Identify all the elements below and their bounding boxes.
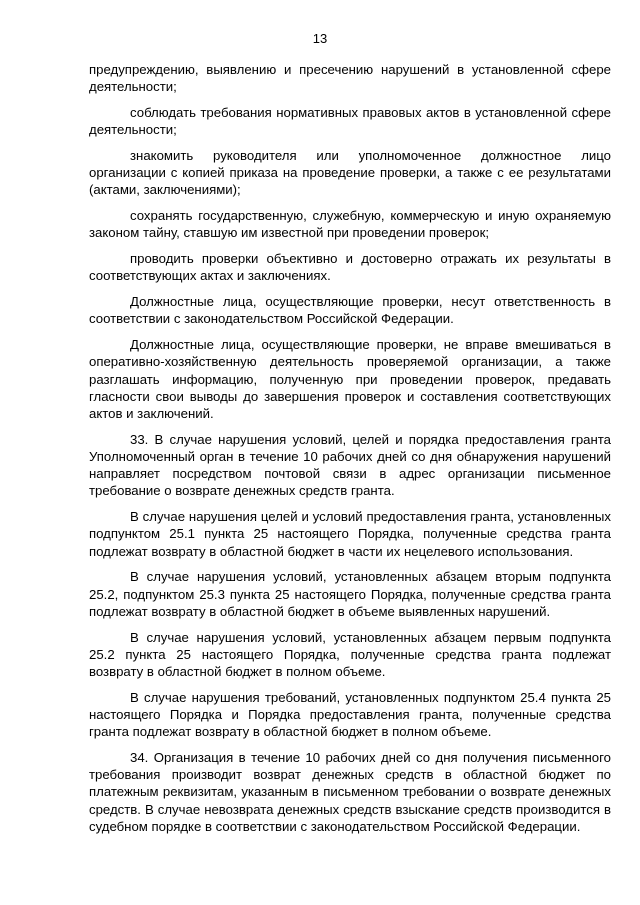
paragraph-full-return-252: В случае нарушения условий, установленных абзацем первым подпункта 25.2 пункта 25 настоящего Порядка, полученные средства гранта подлежат возврату в областной бюджет в полном объеме. [89,629,611,680]
paragraph-inform-head: знакомить руководителя или уполномоченное должностное лицо организации с копией приказа на проведение проверки, а также с ее результатами (актами, заключениями); [89,148,611,198]
paragraph-comply-regulations: соблюдать требования нормативных правовых актов в установленной сфере деятельности; [89,105,611,138]
paragraph-full-return-254: В случае нарушения требований, установленных подпунктом 25.4 пункта 25 настоящего Порядка и Порядка предоставления гранта, полученные средства гранта подлежат возврату в областной бюджет в полном объеме. [89,689,611,740]
document-body [89,61,611,844]
paragraph-officials-restrictions: Должностные лица, осуществляющие проверки, не вправе вмешиваться в оперативно-хозяйственную деятельность проверяемой организации, а также разглашать информацию, полученную при проведении проверок, предавать гласности свои выводы до завершения проверок и составления соответствующих актов и заключений. [89,337,611,422]
paragraph-keep-secrets: сохранять государственную, служебную, коммерческую и иную охраняемую законом тайну, ставшую им известной при проведении проверок; [89,208,611,241]
paragraph-violations-return: В случае нарушения условий, установленных абзацем вторым подпункта 25.2, подпунктом 25.3 пункта 25 настоящего Порядка, полученные средства гранта подлежат возврату в областной бюджет в объеме выявленных нарушений. [89,569,611,619]
paragraph-officials-responsibility: Должностные лица, осуществляющие проверки, несут ответственность в соответствии с законодательством Российской Федерации. [89,294,611,327]
paragraph-item-34: 34. Организация в течение 10 рабочих дней со дня получения письменного требования производит возврат денежных средств в областной бюджет по платежным реквизитам, указанным в письменном требовании о возврате денежных средств. В случае невозврата денежных средств взыскание средств производится в судебном порядке в соответствии с законодательством Российской Федерации. [89,750,611,834]
page-number: 13 [312,31,328,46]
paragraph-continuation: предупреждению, выявлению и пресечению нарушений в установленной сфере деятельности; [89,62,611,95]
paragraph-misuse-return: В случае нарушения целей и условий предоставления гранта, установленных подпунктом 25.1 пункта 25 настоящего Порядка, полученные средства гранта подлежат возврату в областной бюджет в части их нецелевого использования. [89,509,611,559]
paragraph-item-33: 33. В случае нарушения условий, целей и порядка предоставления гранта Уполномоченный орган в течение 10 рабочих дней со дня обнаружения нарушений направляет посредством почтовой связи в адрес организации письменное требование о возврате денежных средств гранта. [89,431,611,499]
paragraph-objective-checks: проводить проверки объективно и достоверно отражать их результаты в соответствующих актах и заключениях. [89,251,611,284]
